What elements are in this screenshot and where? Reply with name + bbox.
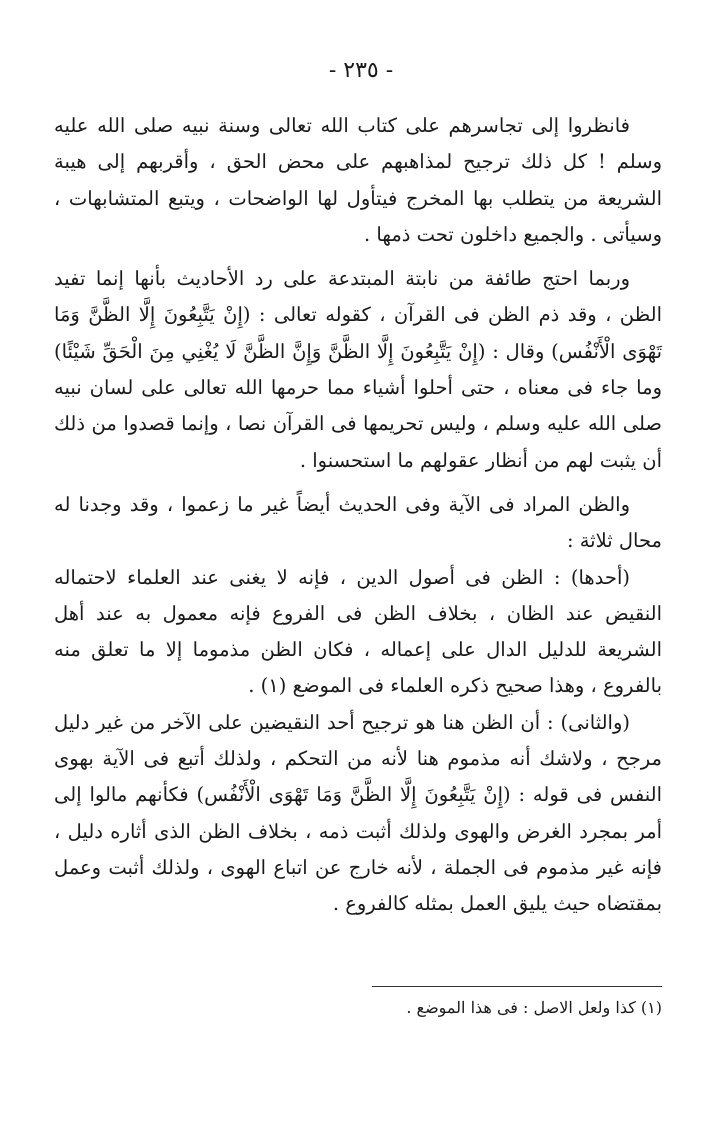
paragraph-5: (والثانى) : أن الظن هنا هو ترجيح أحد النقيضين على الآخر من غير دليل مرجح ، ولاشك أنه مذموم هنا لأنه من التحكم ، ولذلك أتبع فى الآية بهوى النفس فى قوله : (إِنْ يَتَّبِعُونَ إِلَّا الظَّنَّ وَمَا تَهْوَى الْأَنْفُس) فكأنهم مالوا إلى أمر بمجرد الغرض والهوى ولذلك أثبت ذمه ، بخلاف الظن الذى أثاره دليل ، فإنه غير مذموم فى الجملة ، لأنه خارج عن اتباع الهوى ، ولذلك أثبت وعمل بمقتضاه حيث يليق العمل بمثله كالفروع . (54, 710, 662, 916)
paragraph-3: والظن المراد فى الآية وفى الحديث أيضاً غير ما زعموا ، وقد وجدنا له محال ثلاثة : (54, 492, 662, 553)
paragraph-2: وربما احتج طائفة من نابتة المبتدعة على رد الأحاديث بأنها إنما تفيد الظن ، وقد ذم الظن فى القرآن ، كقوله تعالى : (إِنْ يَتَّبِعُونَ إِلَّا الظَّنَّ وَمَا تَهْوَى الْأَنْفُس) وقال : (إِنْ يَتَّبِعُونَ إِلَّا الظَّنَّ وَإِنَّ الظَّنَّ لَا يُغْنِي مِنَ الْحَقِّ شَيْئًا) وما جاء فى معناه ، حتى أحلوا أشياء مما حرمها الله تعالى على لسان نبيه صلى الله عليه وسلم ، وليس تحريمها فى القرآن نصا ، وإنما قصدوا من ذلك أن يثبت لهم من أنظار عقولهم ما استحسنوا . (54, 267, 662, 472)
paragraph-4: (أحدها) : الظن فى أصول الدين ، فإنه لا يغنى عند العلماء لاحتماله النقيض عند الظان ، بخلاف الظن فى الفروع فإنه معمول به عند أهل الشريعة للدليل الدال على إعماله ، فكان الظن مذموما إلا ما تعلق منه بالفروع ، وهذا صحيح ذكره العلماء فى الموضع (١) . (54, 565, 662, 698)
footnote: (١) كذا ولعل الاصل : فى هذا الموضع . (406, 998, 662, 1017)
page-number: - ٢٣٥ - (328, 58, 394, 83)
paragraph-1: فانظروا إلى تجاسرهم على كتاب الله تعالى وسنة نبيه صلى الله عليه وسلم ! كل ذلك ترجيح لمذاهبهم على محض الحق ، وأقربهم إلى هيبة الشريعة من يتطلب بها المخرج فيتأول لها الواضحات ، ويتبع المتشابهات ، وسيأتى . والجميع داخلون تحت ذمها . (54, 114, 662, 246)
body-text (54, 108, 662, 923)
footnote-divider (372, 986, 662, 987)
